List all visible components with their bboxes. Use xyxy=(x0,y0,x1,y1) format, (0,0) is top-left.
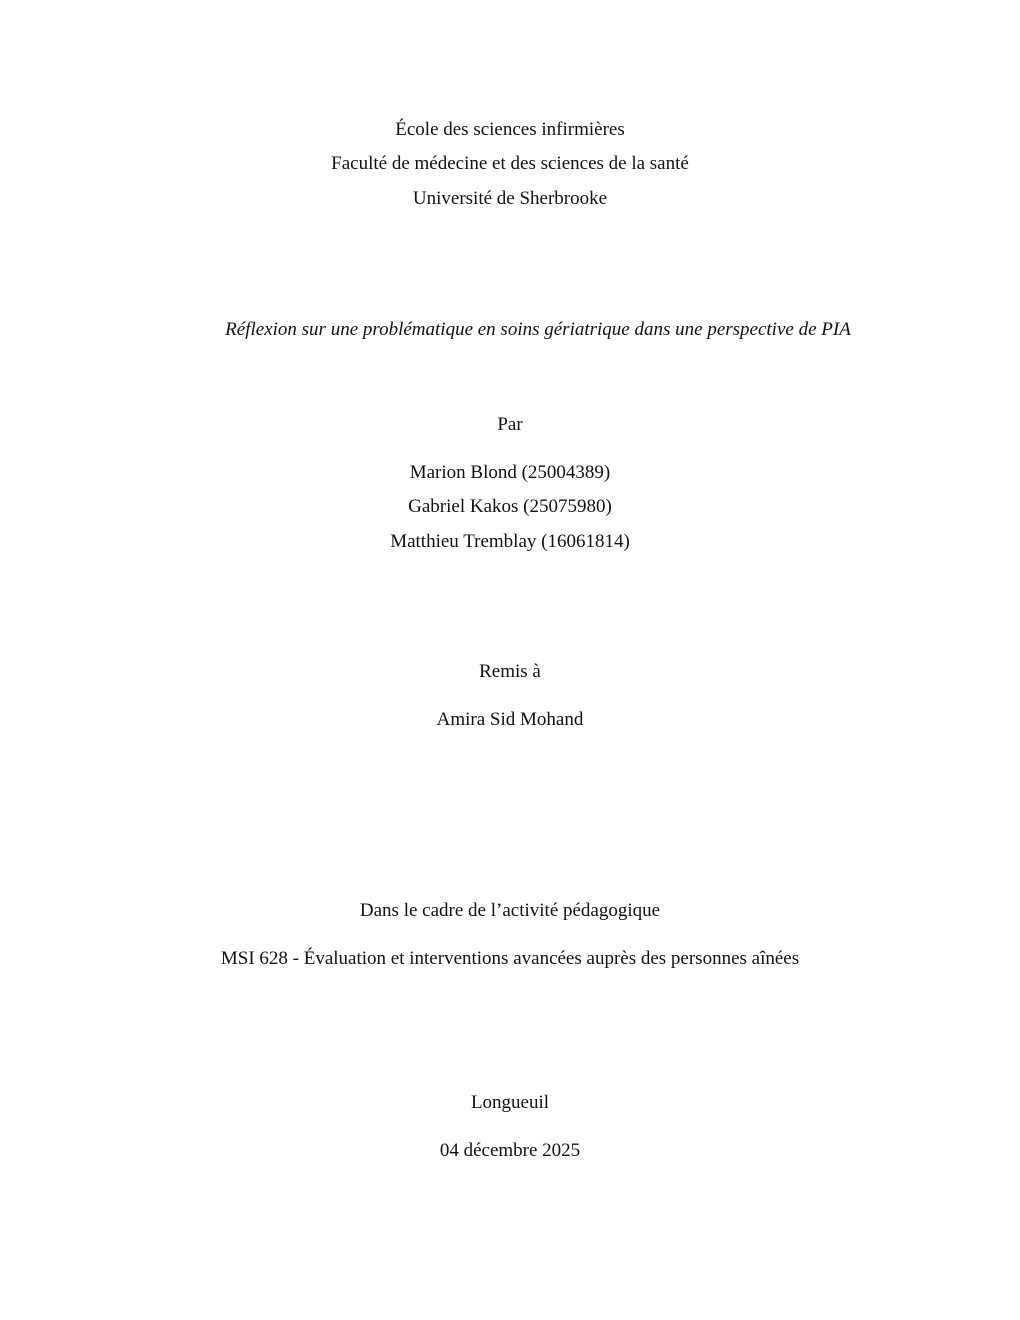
document-title: Réflexion sur une problématique en soins gériatrique dans une perspective de PIA xyxy=(225,319,851,340)
author-2: Gabriel Kakos (25075980) xyxy=(408,496,612,517)
submitted-to-name: Amira Sid Mohand xyxy=(436,709,584,730)
context-label: Dans le cadre de l’activité pédagogique xyxy=(359,900,661,921)
faculty-name: Faculté de médecine et des sciences de la santé xyxy=(331,153,689,174)
author-1: Marion Blond (25004389) xyxy=(409,462,611,483)
school-name: École des sciences infirmières xyxy=(395,119,625,140)
place: Longueuil xyxy=(470,1092,550,1113)
date: 04 décembre 2025 xyxy=(439,1140,581,1161)
submitted-to-label: Remis à xyxy=(479,661,541,682)
course-name: MSI 628 - Évaluation et interventions avancées auprès des personnes aînées xyxy=(220,948,800,969)
author-3: Matthieu Tremblay (16061814) xyxy=(390,531,630,552)
university-name: Université de Sherbrooke xyxy=(412,188,608,209)
authors-label: Par xyxy=(497,414,523,435)
